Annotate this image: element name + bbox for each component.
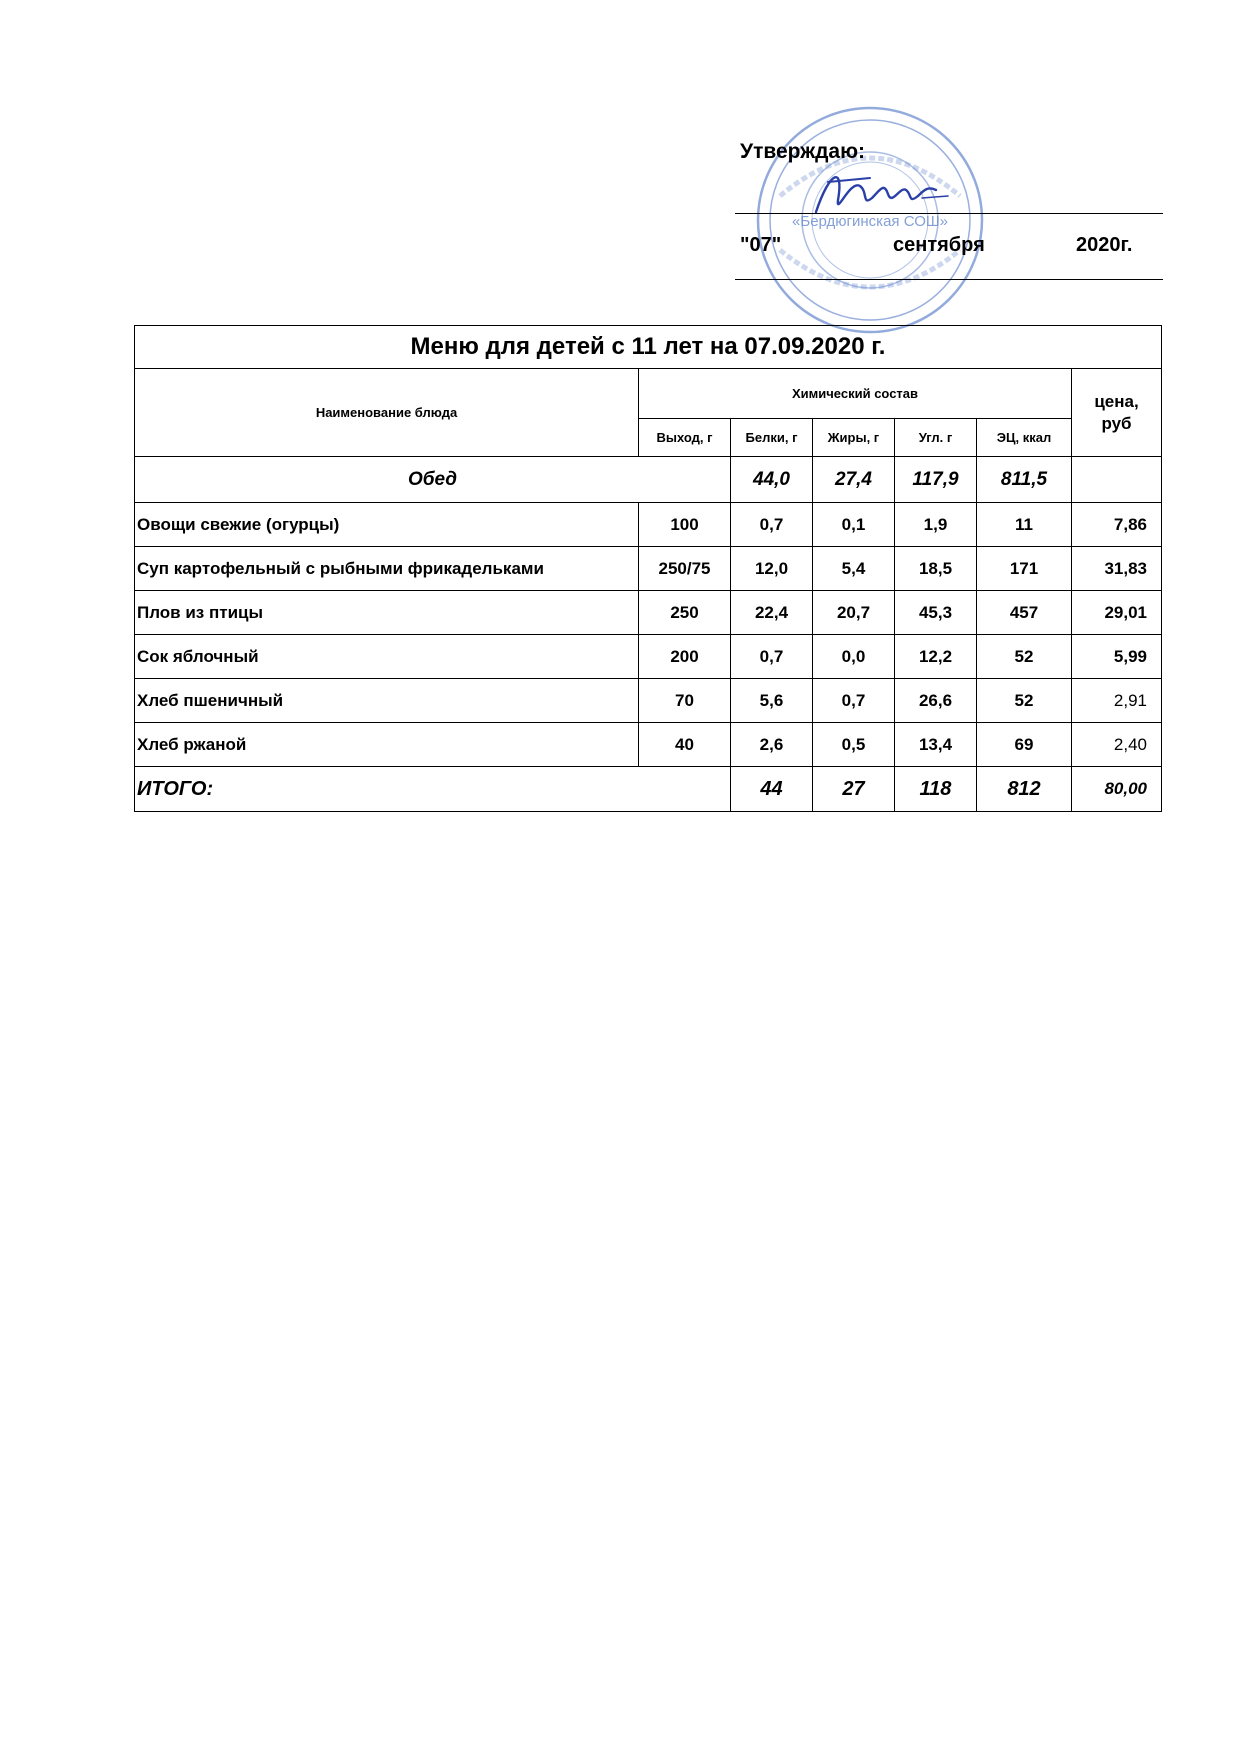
header-chemical-composition: Химический состав (639, 369, 1072, 419)
approval-year: 2020г. (1076, 234, 1133, 256)
dish-protein: 0,7 (731, 503, 813, 547)
header-yield: Выход, г (639, 419, 731, 457)
total-row (135, 767, 1162, 812)
dish-name: Хлеб пшеничный (135, 679, 639, 723)
approve-label: Утверждаю: (740, 140, 866, 163)
approval-month: сентября (893, 234, 985, 256)
dish-name: Сок яблочный (135, 635, 639, 679)
dish-energy: 52 (977, 635, 1072, 679)
table-row (135, 547, 1162, 591)
dish-protein: 0,7 (731, 635, 813, 679)
dish-carbs: 1,9 (895, 503, 977, 547)
section-carbs: 117,9 (895, 457, 977, 503)
header-price: цена, руб (1072, 369, 1162, 457)
dish-yield: 250/75 (639, 547, 731, 591)
dish-fat: 0,5 (813, 723, 895, 767)
header-dish-name: Наименование блюда (135, 369, 639, 457)
dish-fat: 5,4 (813, 547, 895, 591)
total-fat: 27 (813, 767, 895, 812)
dish-fat: 20,7 (813, 591, 895, 635)
table-row (135, 503, 1162, 547)
table-row (135, 679, 1162, 723)
total-protein: 44 (731, 767, 813, 812)
dish-energy: 69 (977, 723, 1072, 767)
dish-yield: 250 (639, 591, 731, 635)
date-underline (735, 279, 1163, 280)
dish-protein: 5,6 (731, 679, 813, 723)
dish-price: 5,99 (1072, 635, 1162, 679)
dish-energy: 52 (977, 679, 1072, 723)
section-fat: 27,4 (813, 457, 895, 503)
table-row (135, 591, 1162, 635)
dish-carbs: 18,5 (895, 547, 977, 591)
dish-yield: 70 (639, 679, 731, 723)
dish-carbs: 26,6 (895, 679, 977, 723)
stamp-center-text: «Бердюгинская СОШ» (792, 213, 948, 230)
header-energy: ЭЦ, ккал (977, 419, 1072, 457)
dish-yield: 40 (639, 723, 731, 767)
dish-price: 31,83 (1072, 547, 1162, 591)
dish-name: Хлеб ржаной (135, 723, 639, 767)
dish-energy: 11 (977, 503, 1072, 547)
dish-price: 2,91 (1072, 679, 1162, 723)
total-carbs: 118 (895, 767, 977, 812)
signature-line (735, 213, 1163, 214)
dish-fat: 0,0 (813, 635, 895, 679)
menu-table (134, 325, 1162, 812)
dish-energy: 457 (977, 591, 1072, 635)
dish-price: 29,01 (1072, 591, 1162, 635)
dish-fat: 0,7 (813, 679, 895, 723)
total-label: ИТОГО: (135, 767, 731, 812)
total-energy: 812 (977, 767, 1072, 812)
total-price: 80,00 (1072, 767, 1162, 812)
dish-name: Суп картофельный с рыбными фрикадельками (135, 547, 639, 591)
dish-price: 7,86 (1072, 503, 1162, 547)
dish-protein: 2,6 (731, 723, 813, 767)
dish-name: Плов из птицы (135, 591, 639, 635)
table-row (135, 723, 1162, 767)
dish-carbs: 12,2 (895, 635, 977, 679)
dish-energy: 171 (977, 547, 1072, 591)
header-fat: Жиры, г (813, 419, 895, 457)
section-row-lunch (135, 457, 1162, 503)
dish-fat: 0,1 (813, 503, 895, 547)
dish-carbs: 45,3 (895, 591, 977, 635)
menu-title: Меню для детей с 11 лет на 07.09.2020 г. (135, 326, 1162, 369)
section-energy: 811,5 (977, 457, 1072, 503)
approval-day: "07" (740, 234, 782, 256)
dish-yield: 200 (639, 635, 731, 679)
section-price (1072, 457, 1162, 503)
dish-yield: 100 (639, 503, 731, 547)
dish-price: 2,40 (1072, 723, 1162, 767)
dish-protein: 12,0 (731, 547, 813, 591)
dish-protein: 22,4 (731, 591, 813, 635)
header-protein: Белки, г (731, 419, 813, 457)
section-name: Обед (135, 457, 731, 503)
approval-block (735, 140, 1163, 290)
section-protein: 44,0 (731, 457, 813, 503)
header-carbs: Угл. г (895, 419, 977, 457)
dish-carbs: 13,4 (895, 723, 977, 767)
table-row (135, 635, 1162, 679)
dish-name: Овощи свежие (огурцы) (135, 503, 639, 547)
